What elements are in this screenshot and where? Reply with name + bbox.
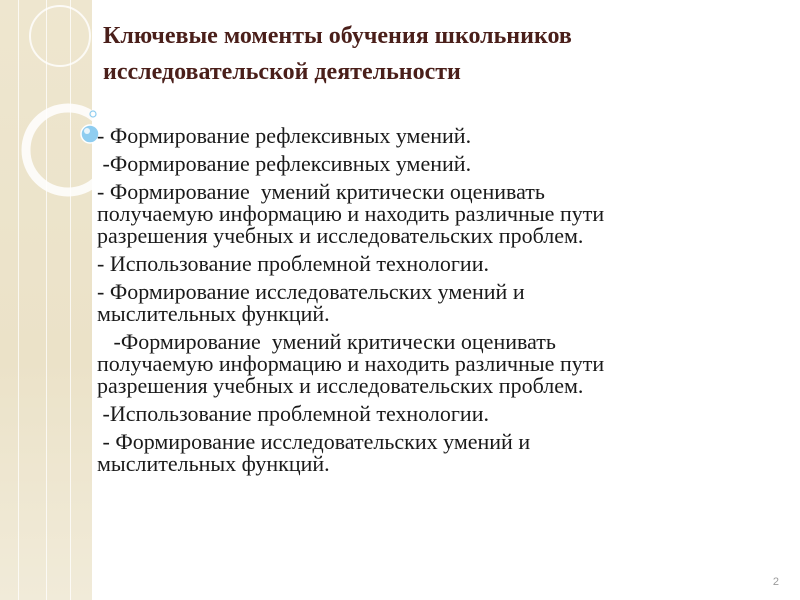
list-item-line: мыслительных функций. [97, 301, 330, 326]
title-line-1: Ключевые моменты обучения школьников [103, 23, 572, 49]
list-item-line: -Использование проблемной технологии. [97, 401, 489, 426]
list-item [97, 253, 747, 275]
list-item-line: получаемую информацию и находить различные пути [97, 201, 605, 226]
list-item [97, 281, 747, 325]
list-item-line: мыслительных функций. [97, 451, 330, 476]
page-number: 2 [772, 576, 779, 588]
slide-title [103, 18, 723, 90]
list-item [97, 125, 747, 147]
bullet-list [97, 125, 747, 481]
list-item-line: - Формирование умений критически оценивать [97, 179, 545, 204]
title-line-2: исследовательской деятельности [103, 59, 461, 85]
list-item-line: получаемую информацию и находить различные пути [97, 351, 605, 376]
list-item-line: -Формирование рефлексивных умений. [97, 151, 472, 176]
list-item [97, 153, 747, 175]
list-item-line: разрешения учебных и исследовательских проблем. [97, 373, 584, 398]
list-item-line: - Формирование рефлексивных умений. [97, 123, 472, 148]
list-item [97, 181, 747, 247]
list-item-line: -Формирование умений критически оценивать [97, 329, 556, 354]
list-item [97, 403, 747, 425]
list-item [97, 431, 747, 475]
list-item-line: - Использование проблемной технологии. [97, 251, 489, 276]
small-ring-icon [30, 6, 90, 66]
list-item-line: разрешения учебных и исследовательских проблем. [97, 223, 584, 248]
list-item [97, 331, 747, 397]
list-item-line: - Формирование исследовательских умений и [97, 429, 531, 454]
list-item-line: - Формирование исследовательских умений и [97, 279, 525, 304]
